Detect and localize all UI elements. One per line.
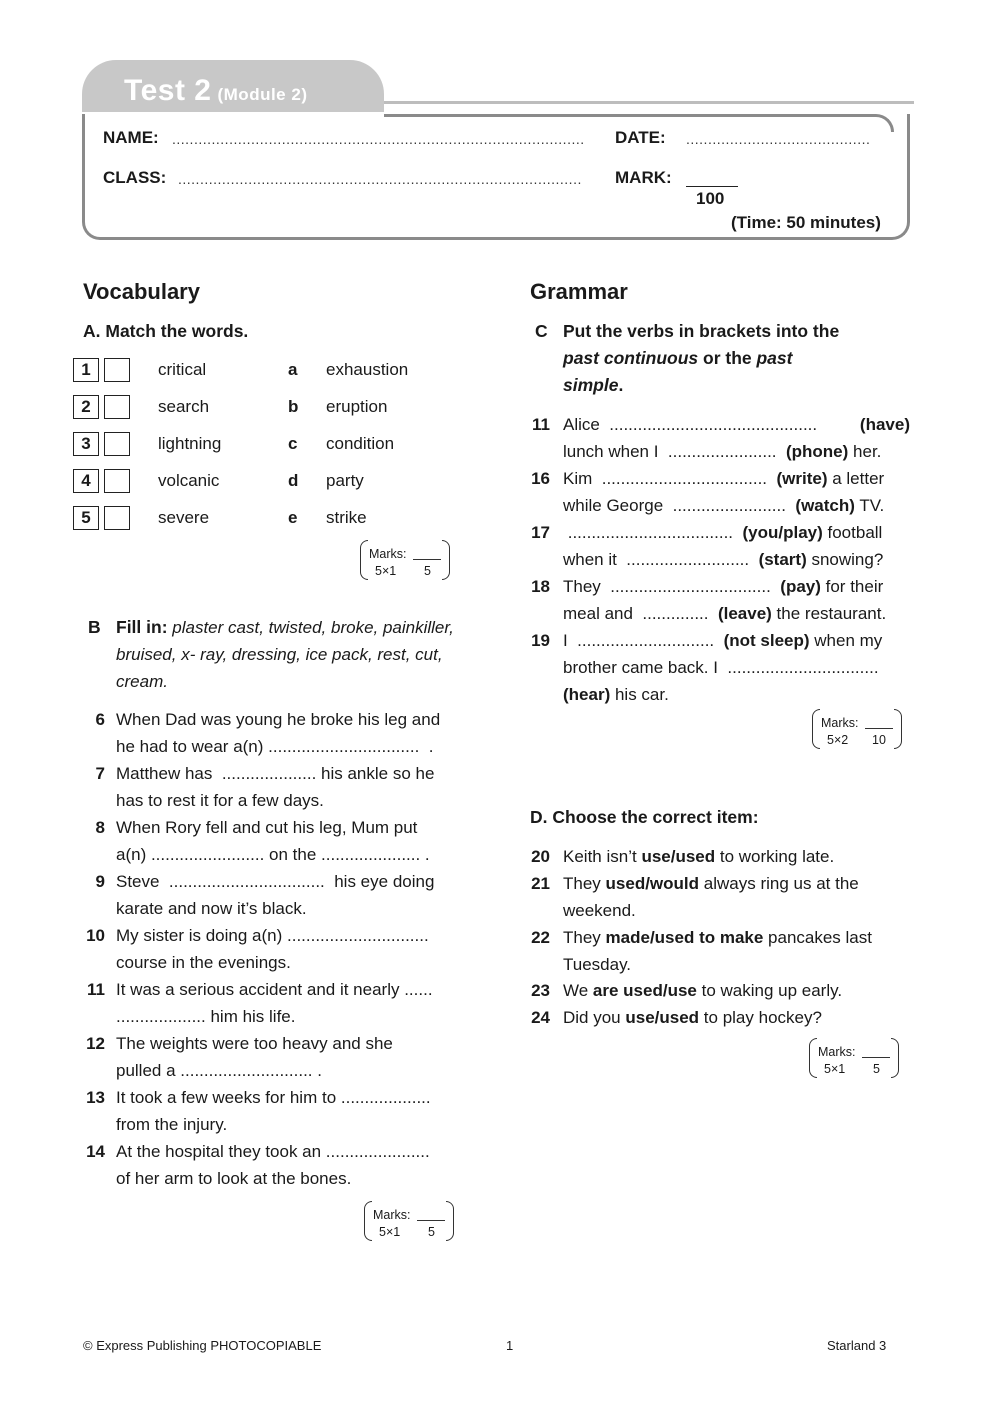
match-letter: b (288, 397, 299, 416)
question-line (563, 870, 859, 897)
question-text: he had to wear a(n) ................................ . (116, 737, 434, 756)
section-a-heading: A. Match the words. (83, 321, 249, 341)
grammar-title: Grammar (530, 279, 628, 304)
time-limit: (Time: 50 minutes) (731, 213, 881, 232)
question-text: meal and .............. (563, 604, 718, 623)
answer-choice[interactable]: use/used (641, 847, 716, 866)
question-line (563, 411, 910, 438)
question-text: Alice ............................................ (563, 415, 818, 434)
match-letter: c (288, 434, 298, 453)
verb-prompt: (write) (776, 469, 828, 488)
question-text: It was a serious accident and it nearly ...... (116, 980, 433, 999)
match-letter: d (288, 471, 299, 490)
question-number: 22 (531, 928, 550, 947)
section-c-letter: C (535, 321, 548, 341)
footer-page-number: 1 (506, 1338, 514, 1353)
question-text: When Dad was young he broke his leg and (116, 710, 441, 729)
match-number-box: 1 (73, 358, 99, 382)
vocabulary-title: Vocabulary (83, 279, 200, 304)
question-number: 14 (86, 1142, 105, 1161)
answer-choice[interactable]: used/would (605, 874, 700, 893)
question-text: Matthew has .................... his ankle so he (116, 764, 435, 783)
match-answer-box[interactable] (104, 469, 130, 493)
class-field[interactable]: ............................................................................................ (178, 171, 582, 187)
question-text: My sister is doing a(n) .............................. (116, 926, 429, 945)
question-line (563, 438, 910, 465)
match-letter: e (288, 508, 298, 527)
question-number: 19 (531, 631, 550, 650)
question-number: 8 (95, 818, 105, 837)
date-field[interactable]: .......................................... (686, 131, 871, 147)
question-text: has to rest it for a few days. (116, 791, 324, 810)
question-text: Tuesday. (563, 955, 632, 974)
match-answer-box[interactable] (104, 432, 130, 456)
question-text: It took a few weeks for him to ................... (116, 1088, 431, 1107)
question-text: his car. (610, 685, 669, 704)
header-rule (384, 101, 914, 104)
question-line (563, 600, 910, 627)
question-text: a letter (827, 469, 885, 488)
question-text: They .................................. (563, 577, 781, 596)
question-number: 17 (531, 523, 550, 542)
section-b-word-bank: plaster cast, twisted, broke, painkiller, bruised, x- ray, dressing, ice pack, rest, cut, cream. (116, 618, 454, 691)
question-line (563, 573, 910, 600)
verb-prompt: (start) (758, 550, 807, 569)
question-text: Steve ................................. his eye doing (116, 872, 435, 891)
match-number-box: 2 (73, 395, 99, 419)
question-line (563, 1004, 822, 1031)
name-field[interactable]: .............................................................................................. (172, 131, 585, 147)
question-number: 11 (87, 980, 105, 999)
question-number: 12 (86, 1034, 105, 1053)
question-number: 21 (531, 874, 550, 893)
date-label: DATE: (615, 128, 666, 147)
match-answer-box[interactable] (104, 506, 130, 530)
match-option: eruption (326, 397, 388, 416)
question-text: to waking up early. (696, 981, 843, 1000)
question-text: always ring us at the (699, 874, 859, 893)
question-number: 10 (86, 926, 105, 945)
question-line (563, 843, 834, 870)
question-number: 11 (532, 415, 550, 434)
match-number-box: 5 (73, 506, 99, 530)
verb-prompt: (hear) (563, 685, 611, 704)
answer-choice[interactable]: made/used to make (605, 928, 764, 947)
answer-choice[interactable]: use/used (625, 1008, 700, 1027)
verb-prompt: (pay) (780, 577, 821, 596)
footer-book-title: Starland 3 (827, 1338, 887, 1353)
section-d-marks: Marks: 5×1 5 (809, 1038, 899, 1078)
question-text: TV. (854, 496, 885, 515)
match-answer-box[interactable] (104, 358, 130, 382)
question-text: football (822, 523, 883, 542)
question-text: The weights were too heavy and she (116, 1034, 393, 1053)
question-text: ................... him his life. (116, 1007, 296, 1026)
question-text: of her arm to look at the bones. (116, 1169, 352, 1188)
question-text: a(n) ........................ on the ..................... . (116, 845, 430, 864)
question-text: I ............................. (563, 631, 724, 650)
verb-prompt: (phone) (785, 442, 849, 461)
question-line (563, 519, 910, 546)
section-d-heading: D. Choose the correct item: (530, 807, 759, 827)
question-number: 24 (531, 1008, 550, 1027)
question-text: for their (820, 577, 884, 596)
question-number: 18 (531, 577, 550, 596)
question-text: pulled a ............................ . (116, 1061, 322, 1080)
section-b-marks: Marks: 5×1 5 (364, 1201, 454, 1241)
mark-label: MARK: (615, 168, 672, 187)
class-label: CLASS: (103, 168, 167, 187)
verb-prompt: (leave) (717, 604, 772, 623)
match-word: volcanic (158, 471, 220, 490)
section-b-heading: Fill in: plaster cast, twisted, broke, painkiller, bruised, x- ray, dressing, ice pack, rest, cut, cream. (116, 617, 454, 691)
name-label: NAME: (103, 128, 159, 147)
section-a-marks: Marks: 5×1 5 (360, 540, 450, 580)
match-word: search (158, 397, 210, 416)
question-text: while George ........................ (563, 496, 796, 515)
question-number: 16 (531, 469, 550, 488)
section-b-letter: B (88, 617, 101, 637)
question-number: 6 (95, 710, 105, 729)
question-text: brother came back. I ................................ (563, 658, 879, 677)
match-option: exhaustion (326, 360, 409, 379)
question-line (563, 977, 842, 1004)
question-line (563, 492, 910, 519)
question-text: when it .......................... (563, 550, 759, 569)
question-line (563, 654, 910, 681)
question-number: 20 (531, 847, 550, 866)
question-line (563, 465, 910, 492)
question-text: They (563, 928, 606, 947)
question-text: ................................... (563, 523, 743, 542)
mark-field[interactable] (686, 186, 738, 187)
page-title: Test 2 (Module 2) (124, 74, 308, 107)
mark-total: 100 (696, 189, 725, 208)
match-word: lightning (158, 434, 222, 453)
question-text: Keith isn’t (563, 847, 642, 866)
question-text: weekend. (563, 901, 636, 920)
question-text: from the injury. (116, 1115, 228, 1134)
question-text: to play hockey? (699, 1008, 822, 1027)
match-number-box: 3 (73, 432, 99, 456)
match-option: condition (326, 434, 395, 453)
verb-prompt: (have) (859, 415, 910, 434)
question-text: At the hospital they took an ...................... (116, 1142, 430, 1161)
verb-prompt: (you/play) (742, 523, 823, 542)
answer-choice[interactable]: are used/use (592, 981, 697, 1000)
footer-copyright: © Express Publishing PHOTOCOPIABLE (83, 1338, 322, 1353)
question-text: They (563, 874, 606, 893)
question-text: snowing? (806, 550, 884, 569)
question-text: the restaurant. (771, 604, 887, 623)
question-text: course in the evenings. (116, 953, 291, 972)
question-text: When Rory fell and cut his leg, Mum put (116, 818, 418, 837)
match-answer-box[interactable] (104, 395, 130, 419)
match-option: strike (326, 508, 367, 527)
question-number: 7 (95, 764, 105, 783)
question-text: karate and now it’s black. (116, 899, 307, 918)
question-text: lunch when I ....................... (563, 442, 786, 461)
question-line (563, 924, 872, 951)
question-text: her. (848, 442, 882, 461)
question-text: when my (809, 631, 883, 650)
match-word: severe (158, 508, 210, 527)
question-text: pancakes last (763, 928, 872, 947)
question-text: Did you (563, 1008, 626, 1027)
question-text: Kim ................................... (563, 469, 777, 488)
question-number: 23 (531, 981, 550, 1000)
match-option: party (326, 471, 364, 490)
verb-prompt: (watch) (795, 496, 855, 515)
match-word: critical (158, 360, 207, 379)
question-text: We (563, 981, 593, 1000)
section-c-marks: Marks: 5×2 10 (812, 709, 902, 749)
section-c-heading: Put the verbs in brackets into the past continuous or the past simple. (563, 321, 840, 395)
question-number: 13 (86, 1088, 105, 1107)
question-line (563, 681, 669, 708)
verb-prompt: (not sleep) (723, 631, 810, 650)
question-line (563, 627, 910, 654)
question-text: to working late. (715, 847, 835, 866)
match-letter: a (288, 360, 298, 379)
question-number: 9 (95, 872, 105, 891)
match-number-box: 4 (73, 469, 99, 493)
question-line (563, 546, 910, 573)
